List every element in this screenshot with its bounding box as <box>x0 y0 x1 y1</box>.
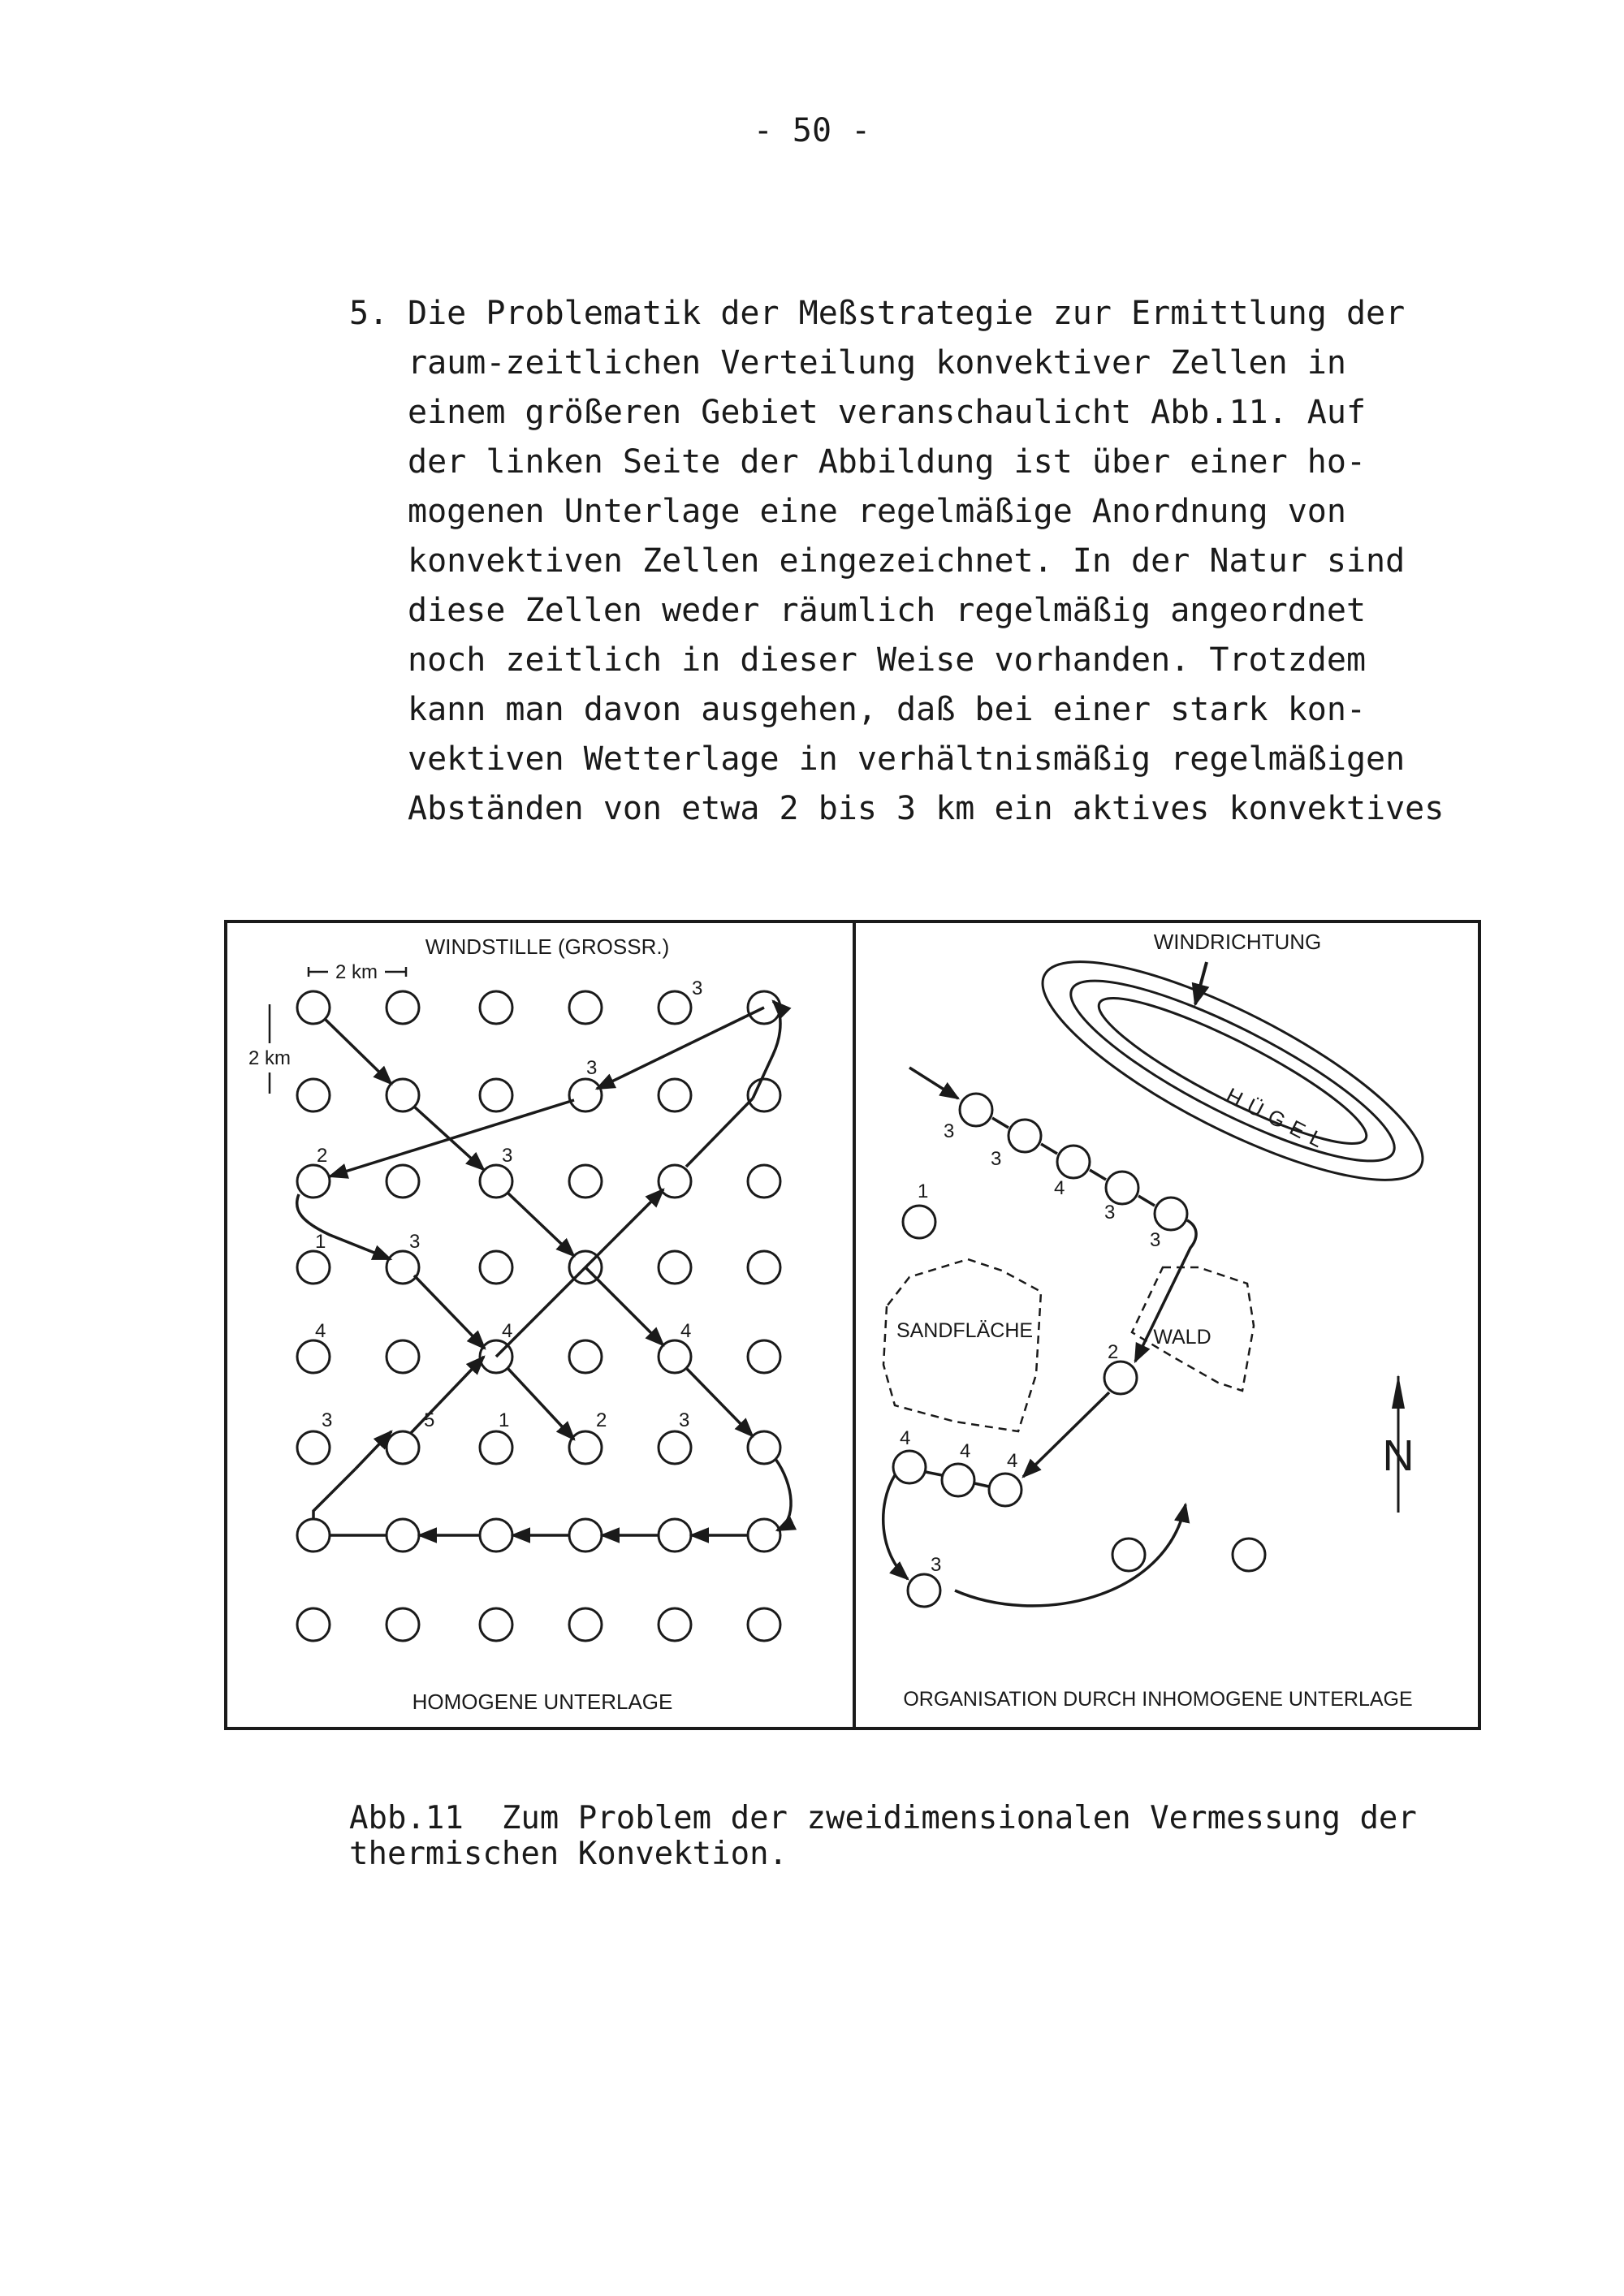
cell-number: 2 <box>596 1409 607 1431</box>
north-symbol: N <box>1382 1431 1415 1480</box>
caption-line: thermischen Konvektion. <box>349 1836 788 1872</box>
paragraph-line: vektiven Wetterlage in verhältnismäßig regelmäßigen <box>408 740 1406 778</box>
body-paragraph <box>349 289 1444 834</box>
caption-line: Abb.11 Zum Problem der zweidimensionalen Vermessung der <box>349 1800 1417 1836</box>
convective-cell <box>1155 1198 1187 1230</box>
sand-area-outline <box>883 1259 1041 1431</box>
cell-number: 3 <box>1104 1202 1116 1224</box>
right-panel <box>883 923 1448 1711</box>
paragraph-line: konvektiven Zellen eingezeichnet. In der Natur sind <box>408 542 1406 580</box>
left-panel-bottom-label: HOMOGENE UNTERLAGE <box>412 1690 673 1714</box>
cell-number: 3 <box>502 1145 513 1167</box>
right-panel-bottom-label: ORGANISATION DURCH INHOMOGENE UNTERLAGE <box>903 1688 1413 1711</box>
paragraph-line: noch zeitlich in dieser Weise vorhanden. Trotzdem <box>408 641 1367 679</box>
convective-cell <box>569 1165 602 1198</box>
convective-cell <box>659 991 691 1024</box>
left-panel-title: WINDSTILLE (GROSSR.) <box>425 934 670 959</box>
cell-number: 4 <box>315 1320 326 1342</box>
convective-cell <box>748 1519 780 1552</box>
cell-number: 4 <box>960 1440 971 1462</box>
measurement-path <box>297 1001 791 1535</box>
convective-cell <box>908 1574 940 1607</box>
convective-cell <box>480 1431 512 1464</box>
convective-cell <box>480 1608 512 1641</box>
convective-cell <box>297 1340 330 1373</box>
convective-cell <box>989 1474 1021 1506</box>
cell-number: 3 <box>944 1120 955 1142</box>
convective-cell <box>569 1340 602 1373</box>
convective-cell <box>748 1251 780 1284</box>
cell-number: 3 <box>931 1554 942 1576</box>
convective-cell <box>387 1340 419 1373</box>
convective-cell <box>297 1519 330 1552</box>
horizontal-scale-bar <box>309 961 406 983</box>
right-cells <box>893 1094 1265 1607</box>
convective-cell <box>480 1251 512 1284</box>
wind-direction-arrow <box>1195 962 1207 1004</box>
convective-cell <box>569 1608 602 1641</box>
north-arrow-icon <box>1383 1375 1415 1513</box>
convective-cell <box>659 1079 691 1111</box>
convective-cell <box>1233 1539 1265 1571</box>
convective-cell <box>297 1431 330 1464</box>
convective-cell <box>297 1079 330 1111</box>
convective-cell <box>569 1079 602 1111</box>
convective-cell <box>748 1608 780 1641</box>
cell-number: 3 <box>1150 1229 1161 1251</box>
convective-cell <box>1009 1120 1041 1152</box>
convective-cell <box>569 1431 602 1464</box>
convective-cell <box>387 1608 419 1641</box>
convective-cell <box>569 1519 602 1552</box>
cell-number: 4 <box>900 1427 911 1449</box>
left-panel <box>248 934 791 1714</box>
convective-cell <box>1104 1362 1137 1394</box>
paragraph-line: Die Problematik der Meßstrategie zur Ermittlung der <box>408 295 1406 332</box>
cell-number: 3 <box>586 1057 598 1079</box>
hill-label: HÜGEL <box>1222 1082 1335 1156</box>
convective-cell <box>480 1519 512 1552</box>
convective-cell <box>659 1165 691 1198</box>
cell-grid <box>297 991 780 1641</box>
figure-abb-11 <box>224 920 1481 1732</box>
convective-cell <box>480 991 512 1024</box>
paragraph-number: 5. <box>349 295 389 332</box>
convective-cell <box>942 1464 974 1496</box>
convective-cell <box>903 1206 935 1238</box>
vertical-scale-bar <box>248 1004 291 1094</box>
cell-number: 4 <box>1054 1177 1065 1199</box>
convective-cell <box>659 1431 691 1464</box>
paragraph-line: Abständen von etwa 2 bis 3 km ein aktives konvektives <box>408 790 1445 827</box>
cell-number: 3 <box>409 1231 421 1253</box>
convective-cell <box>659 1608 691 1641</box>
paragraph-line: einem größeren Gebiet veranschaulicht Abb.11. Auf <box>408 394 1367 431</box>
convective-cell <box>387 991 419 1024</box>
convective-cell <box>748 1165 780 1198</box>
convective-cell <box>387 1165 419 1198</box>
figure-caption <box>349 1801 1417 1872</box>
convective-cell <box>659 1251 691 1284</box>
wind-direction-label: WINDRICHTUNG <box>1153 930 1322 954</box>
cell-number: 4 <box>680 1320 692 1342</box>
paragraph-line: der linken Seite der Abbildung ist über einer ho- <box>408 443 1367 481</box>
cell-number: 1 <box>315 1231 326 1253</box>
paragraph-line: raum-zeitlichen Verteilung konvektiver Zellen in <box>408 344 1346 382</box>
cell-number: 3 <box>679 1409 690 1431</box>
cell-number: 3 <box>991 1148 1002 1170</box>
convective-cell <box>569 991 602 1024</box>
cell-number: 2 <box>317 1145 328 1167</box>
cell-number: 1 <box>918 1180 929 1202</box>
convective-cell <box>297 1608 330 1641</box>
convective-cell <box>748 1340 780 1373</box>
paragraph-line: kann man davon ausgehen, daß bei einer stark kon- <box>408 691 1367 728</box>
cell-number: 1 <box>499 1409 510 1431</box>
sand-area-label: SANDFLÄCHE <box>896 1319 1034 1342</box>
cell-number: 4 <box>502 1320 513 1342</box>
horizontal-scale-label: 2 km <box>335 961 378 983</box>
vertical-scale-label: 2 km <box>248 1047 292 1069</box>
page-number: - 50 - <box>753 112 871 149</box>
convective-cell <box>297 1165 330 1198</box>
convective-cell <box>960 1094 992 1126</box>
convective-cell <box>387 1431 419 1464</box>
paragraph-line: mogenen Unterlage eine regelmäßige Anordnung von <box>408 493 1346 530</box>
convective-cell <box>893 1451 926 1483</box>
convective-cell <box>1057 1146 1090 1178</box>
convective-cell <box>659 1519 691 1552</box>
cell-number: 5 <box>424 1409 435 1431</box>
convective-cell <box>387 1519 419 1552</box>
convective-cell <box>1112 1539 1145 1571</box>
convective-cell <box>1106 1172 1138 1204</box>
cell-number: 2 <box>1108 1341 1119 1363</box>
convective-cell <box>387 1251 419 1284</box>
cell-number: 4 <box>1007 1450 1018 1472</box>
cell-number: 3 <box>322 1409 333 1431</box>
forest-area-label: WALD <box>1153 1326 1212 1349</box>
convective-cell <box>480 1079 512 1111</box>
cell-number: 3 <box>692 978 703 999</box>
paragraph-line: diese Zellen weder räumlich regelmäßig angeordnet <box>408 592 1367 629</box>
convective-cell <box>297 1251 330 1284</box>
